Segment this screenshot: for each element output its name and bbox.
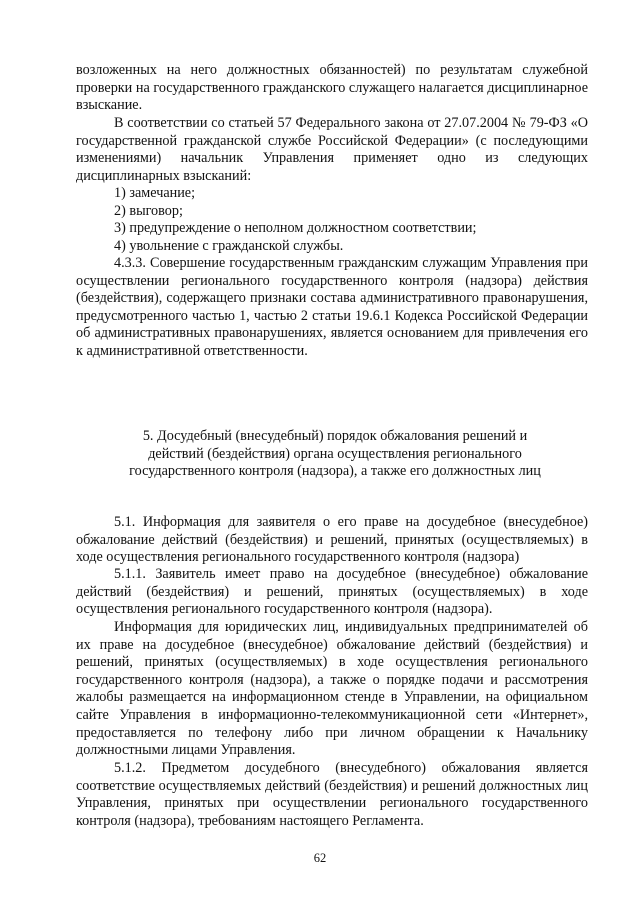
paragraph-continuation: возложенных на него должностных обязанностей) по результатам служебной проверки на государственного гражданского служащего налагается дисциплинарное взыскание. xyxy=(76,62,588,114)
paragraph-article-57: В соответствии со статьей 57 Федерального закона от 27.07.2004 № 79-ФЗ «О государственной гражданской службе Российской Федерации» (с последующими изменениями) начальник Управления применяет одно из следующих дисциплинарных взысканий: xyxy=(76,115,588,184)
list-item: 1) замечание; xyxy=(114,185,196,201)
list-item: 2) выговор; xyxy=(114,202,183,219)
paragraph-5-1-2: 5.1.2. Предметом досудебного (внесудебного) обжалования является соответствие осуществляемых действий (бездействия) и решений должностных лиц Управления, принятых при осуществлении регионального государственного контроля (надзора), требованиям настоящего Регламента. xyxy=(76,760,588,829)
list-item: 3) предупреждение о неполном должностном соответствии; xyxy=(114,220,477,237)
paragraph-information: Информация для юридических лиц, индивидуальных предпринимателей об их праве на досудебное (внесудебное) обжалование действий (бездействия) и решений, принятых (осуществляемых) в ходе осуществления регионального государственного контроля (надзора), а также о порядке подачи и рассмотрения жалобы размещается на информационном стенде в Управлении, на официальном сайте Управления в информационно-телекоммуникационной сети «Интернет», предоставляется по телефону либо при личном обращении к Начальнику должностными лицами Управления. xyxy=(76,619,588,759)
disciplinary-list xyxy=(76,185,588,255)
page-number: 62 xyxy=(313,851,327,865)
section-heading: 5. Досудебный (внесудебный) порядок обжалования решений и действий (бездействия) органа осуществления регионального государственного контроля (надзора), а также его должностных лиц xyxy=(129,428,541,480)
list-item: 4) увольнение с гражданской службы. xyxy=(114,237,344,254)
paragraph-5-1-1: 5.1.1. Заявитель имеет право на досудебное (внесудебное) обжалование действий (бездействия) и решений, принятых (осуществляемых) в ходе осуществления регионального государственного контроля (надзора). xyxy=(76,566,588,618)
paragraph-4-3-3: 4.3.3. Совершение государственным гражданским служащим Управления при осуществлении регионального государственного контроля (надзора) действия (бездействия), содержащего признаки состава административного правонарушения, предусмотренного частью 1, частью 2 статьи 19.6.1 Кодекса Российской Федерации об административных правонарушениях, является основанием для привлечения его к административной ответственности. xyxy=(76,255,588,359)
paragraph-5-1: 5.1. Информация для заявителя о его праве на досудебное (внесудебное) обжалование действий (бездействия) и решений, принятых (осуществляемых) в ходе осуществления регионального государственного контроля (надзора) xyxy=(76,514,588,566)
